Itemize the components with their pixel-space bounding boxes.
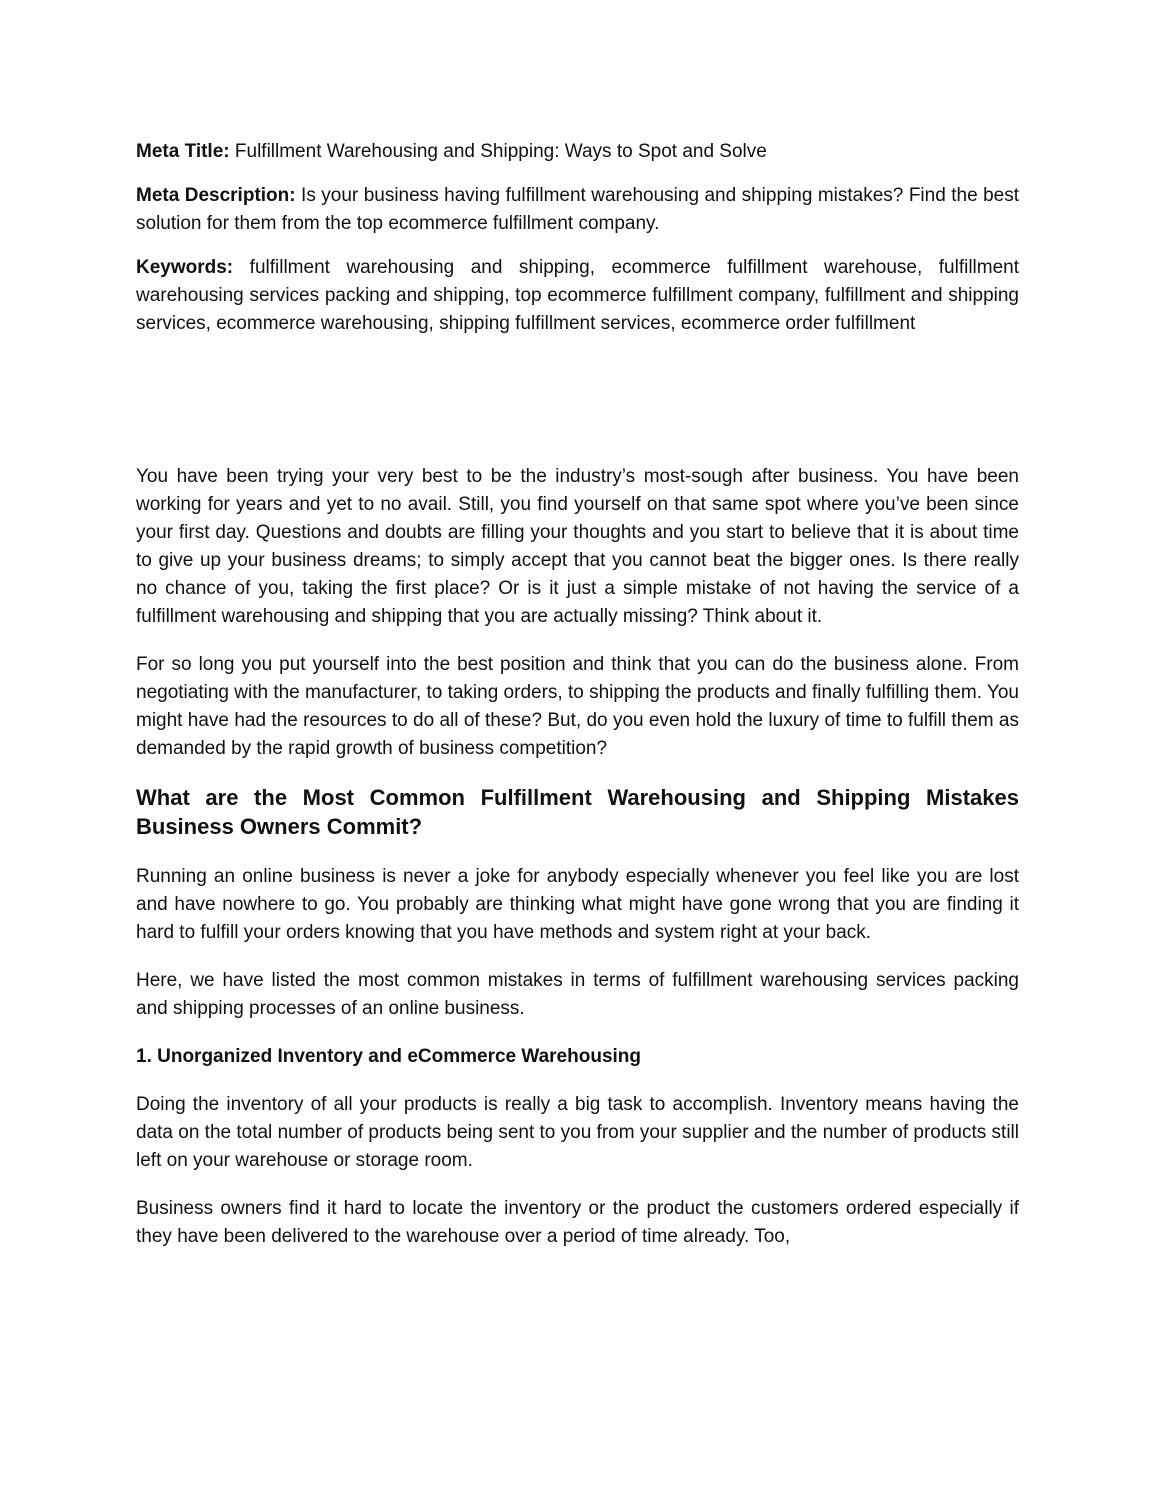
section-paragraph-1: Running an online business is never a joke for anybody especially whenever you feel like you are lost and have nowhere to go. You probably are thinking what might have gone wrong that you are finding it hard to fulfill your orders knowing that you have methods and system right at your back. xyxy=(136,866,1019,943)
keywords-value: fulfillment warehousing and shipping, ecommerce fulfillment warehouse, fulfillment warehousing services packing and shipping, top ecommerce fulfillment company, fulfillment and shipping services, ecommerce warehousing, shipping fulfillment services, ecommerce order fulfillment xyxy=(136,257,1020,334)
section-paragraph-2: Here, we have listed the most common mistakes in terms of fulfillment warehousing services packing and shipping processes of an online business. xyxy=(136,970,1019,1019)
keywords-line xyxy=(136,254,1019,338)
intro-paragraph-2: For so long you put yourself into the best position and think that you can do the business alone. From negotiating with the manufacturer, to taking orders, to shipping the products and finally fulfilling them. You might have had the resources to do all of these? But, do you even hold the luxury of time to fulfill them as demanded by the rapid growth of business competition? xyxy=(136,654,1019,759)
document-page xyxy=(136,138,1019,1271)
meta-description-label: Meta Description: xyxy=(136,185,296,206)
keywords-label: Keywords: xyxy=(136,257,234,278)
meta-title-label: Meta Title: xyxy=(136,141,230,162)
meta-title-line xyxy=(136,138,1019,166)
subsection-paragraph-2: Business owners find it hard to locate the inventory or the product the customers ordered especially if they have been delivered to the warehouse over a period of time already. Too, xyxy=(136,1198,1019,1247)
spacer xyxy=(136,338,1019,463)
section-heading: What are the Most Common Fulfillment Warehousing and Shipping Mistakes Business Owners Commit? xyxy=(136,785,1019,839)
meta-description-line xyxy=(136,182,1019,238)
meta-title-value: Fulfillment Warehousing and Shipping: Ways to Spot and Solve xyxy=(234,141,767,162)
subsection-heading: 1. Unorganized Inventory and eCommerce Warehousing xyxy=(136,1046,642,1067)
meta-description-value: Is your business having fulfillment warehousing and shipping mistakes? Find the best solution for them from the top ecommerce fulfillment company. xyxy=(136,185,1019,234)
intro-paragraph-1: You have been trying your very best to be the industry’s most-sough after business. You have been working for years and yet to no avail. Still, you find yourself on that same spot where you’ve been since your first day. Questions and doubts are filling your thoughts and you start to believe that it is about time to give up your business dreams; to simply accept that you cannot beat the bigger ones. Is there really no chance of you, taking the first place? Or is it just a simple mistake of not having the service of a fulfillment warehousing and shipping that you are actually missing? Think about it. xyxy=(136,466,1019,627)
subsection-paragraph-1: Doing the inventory of all your products is really a big task to accomplish. Inventory means having the data on the total number of products being sent to you from your supplier and the number of products still left on your warehouse or storage room. xyxy=(136,1094,1019,1171)
